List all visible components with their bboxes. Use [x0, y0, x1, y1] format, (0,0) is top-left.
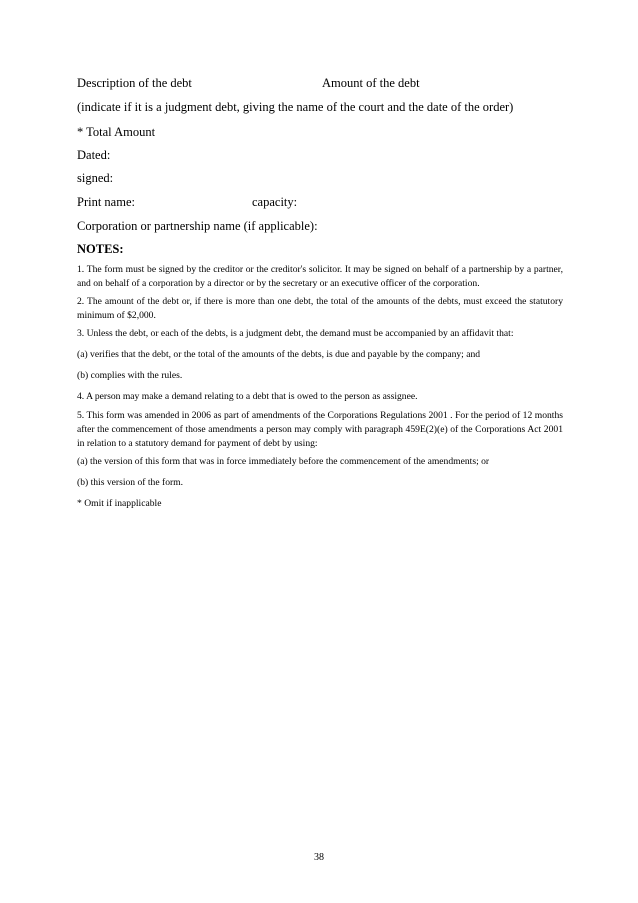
note-5b: (b) this version of the form.: [77, 477, 184, 488]
corporation-name-label: Corporation or partnership name (if applicable):: [77, 219, 318, 233]
note-5: 5. This form was amended in 2006 as part of amendments of the Corporations Regulations 2001 . For the period of 12 months after the commencement of those amendments a person may comply with paragraph 459E(2)(e) of the Corporations Act 2001 in relation to a statutory demand for payment of debt by using:: [77, 410, 563, 449]
notes-heading: NOTES:: [77, 242, 124, 256]
capacity-label: capacity:: [252, 195, 298, 209]
print-name-label: Print name:: [77, 195, 135, 209]
description-of-debt-label: Description of the debt: [77, 76, 192, 90]
signed-label: signed:: [77, 171, 114, 185]
omit-footnote: * Omit if inapplicable: [77, 498, 162, 509]
page-number: 38: [314, 852, 324, 863]
note-2: 2. The amount of the debt or, if there is more than one debt, the total of the amounts of the debts, must exceed the statutory minimum of $2,000.: [77, 296, 563, 321]
note-3: 3. Unless the debt, or each of the debts, is a judgment debt, the demand must be accompanied by an affidavit that:: [77, 328, 514, 339]
note-5a: (a) the version of this form that was in force immediately before the commencement of the amendments; or: [77, 456, 490, 467]
note-4: 4. A person may make a demand relating to a debt that is owed to the person as assignee.: [77, 391, 418, 402]
dated-label: Dated:: [77, 148, 111, 162]
total-amount-label: * Total Amount: [77, 125, 156, 139]
note-3b: (b) complies with the rules.: [77, 370, 183, 381]
amount-of-debt-label: Amount of the debt: [322, 76, 420, 90]
note-3a: (a) verifies that the debt, or the total of the amounts of the debts, is due and payable by the company; and: [77, 349, 481, 360]
note-1: 1. The form must be signed by the creditor or the creditor's solicitor. It may be signed on behalf of a partnership by a partner, and on behalf of a corporation by a director or by the secretary or an executive officer of the corporation.: [77, 264, 563, 289]
judgment-debt-instruction: (indicate if it is a judgment debt, giving the name of the court and the date of the order): [77, 100, 514, 114]
